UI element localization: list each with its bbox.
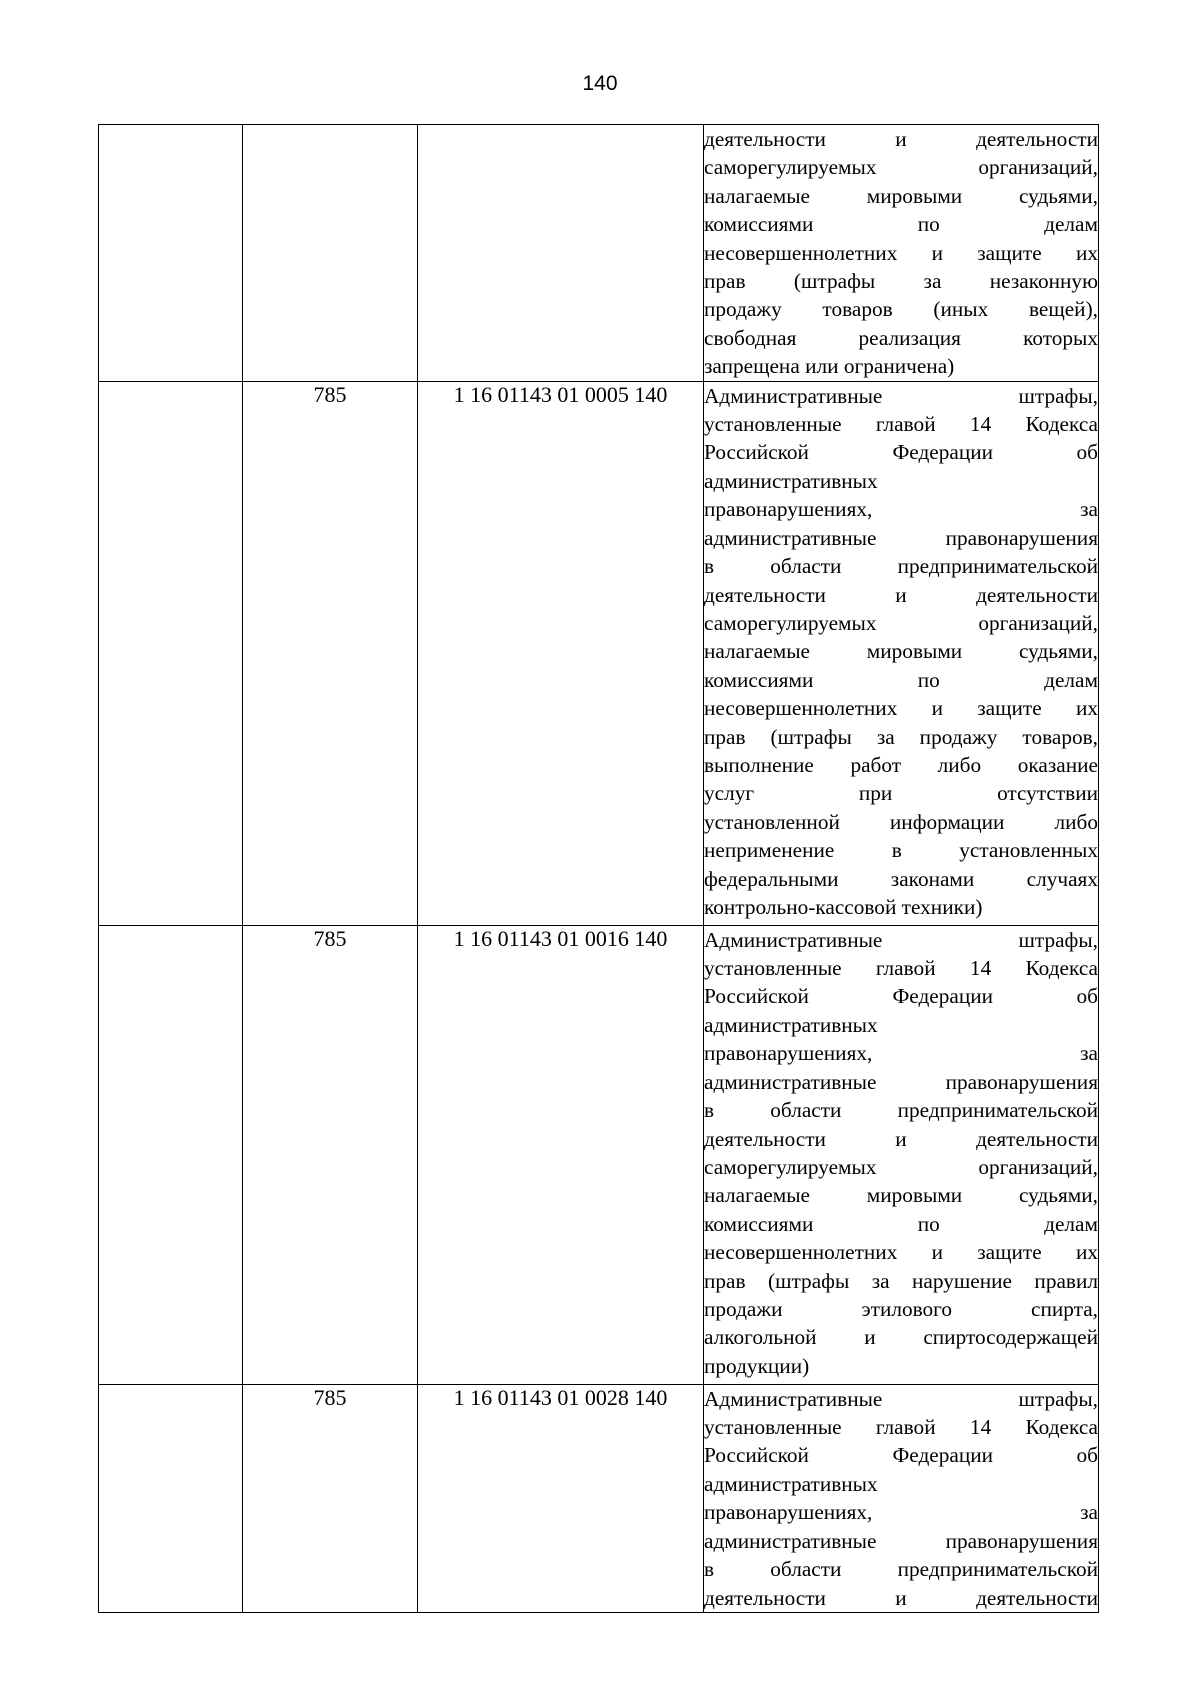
text-line: неприменение в установленных [704, 838, 1098, 863]
empty-cell [99, 125, 243, 382]
admin-code-cell [243, 125, 418, 382]
text-line: административные правонарушения [704, 1528, 1098, 1553]
text-line: деятельности и деятельности [704, 1126, 1098, 1151]
text-line: комиссиями по делам [704, 667, 1098, 692]
text-line: установленные главой 14 Кодекса [704, 956, 1098, 981]
text-line: административные правонарушения [704, 525, 1098, 550]
text-line: услуг при отсутствии [704, 781, 1098, 806]
description-cell [704, 925, 1099, 1384]
text-line: Российской Федерации об [704, 440, 1098, 465]
empty-cell [99, 381, 243, 925]
admin-code-cell: 785 [243, 925, 418, 1384]
text-line: саморегулируемых организаций, [704, 155, 1098, 180]
table-row [99, 1384, 1099, 1612]
page-number: 140 [582, 72, 618, 95]
text-line: правонарушениях, за [704, 497, 1098, 522]
text-line: в области предпринимательской [704, 1557, 1098, 1582]
kbk-code-cell: 1 16 01143 01 0016 140 [418, 925, 704, 1384]
text-line: прав (штрафы за продажу товаров, [704, 724, 1098, 749]
text-line: налагаемые мировыми судьями, [704, 183, 1098, 208]
text-line: несовершеннолетних и защите их [704, 240, 1098, 265]
table-row [99, 925, 1099, 1384]
text-line: Российской Федерации об [704, 984, 1098, 1009]
text-line: Административные штрафы, [704, 1386, 1098, 1411]
kbk-code-cell [418, 125, 704, 382]
table-row [99, 381, 1099, 925]
text-line: административных [704, 1471, 878, 1496]
text-line: административные правонарушения [704, 1069, 1098, 1094]
empty-cell [99, 925, 243, 1384]
kbk-code-cell: 1 16 01143 01 0005 140 [418, 381, 704, 925]
kbk-code-cell: 1 16 01143 01 0028 140 [418, 1384, 704, 1612]
text-line: деятельности и деятельности [704, 1585, 1098, 1610]
text-line: несовершеннолетних и защите их [704, 696, 1098, 721]
text-line: правонарушениях, за [704, 1041, 1098, 1066]
text-line: налагаемые мировыми судьями, [704, 1183, 1098, 1208]
text-line: контрольно-кассовой техники) [704, 894, 983, 919]
text-line: налагаемые мировыми судьями, [704, 639, 1098, 664]
description-cell [704, 1384, 1099, 1612]
text-line: деятельности и деятельности [704, 582, 1098, 607]
text-line: Административные штрафы, [704, 927, 1098, 952]
text-line: Административные штрафы, [704, 383, 1098, 408]
text-line: Российской Федерации об [704, 1443, 1098, 1468]
text-line: комиссиями по делам [704, 212, 1098, 237]
text-line: выполнение работ либо оказание [704, 752, 1098, 777]
text-line: запрещена или ограничена) [704, 354, 955, 379]
text-line: в области предпринимательской [704, 1098, 1098, 1123]
text-line: несовершеннолетних и защите их [704, 1240, 1098, 1265]
text-line: саморегулируемых организаций, [704, 610, 1098, 635]
empty-cell [99, 1384, 243, 1612]
text-line: комиссиями по делам [704, 1211, 1098, 1236]
text-line: прав (штрафы за нарушение правил [704, 1268, 1098, 1293]
admin-code-cell: 785 [243, 1384, 418, 1612]
text-line: деятельности и деятельности [704, 127, 1098, 151]
text-line: прав (штрафы за незаконную [704, 269, 1098, 294]
text-line: продажу товаров (иных вещей), [704, 297, 1098, 322]
text-line: установленной информации либо [704, 809, 1098, 834]
text-line: свободная реализация которых [704, 325, 1098, 350]
text-line: правонарушениях, за [704, 1500, 1098, 1525]
table-row [99, 125, 1099, 382]
text-line: продукции) [704, 1353, 810, 1378]
budget-table [98, 124, 1099, 1613]
admin-code-cell: 785 [243, 381, 418, 925]
description-cell [704, 125, 1099, 382]
text-line: административных [704, 468, 878, 493]
text-line: алкогольной и спиртосодержащей [704, 1325, 1098, 1350]
text-line: продажи этилового спирта, [704, 1296, 1098, 1321]
text-line: федеральными законами случаях [704, 866, 1098, 891]
text-line: административных [704, 1012, 878, 1037]
text-line: в области предпринимательской [704, 554, 1098, 579]
text-line: установленные главой 14 Кодекса [704, 412, 1098, 437]
text-line: саморегулируемых организаций, [704, 1154, 1098, 1179]
description-cell [704, 381, 1099, 925]
text-line: установленные главой 14 Кодекса [704, 1415, 1098, 1440]
